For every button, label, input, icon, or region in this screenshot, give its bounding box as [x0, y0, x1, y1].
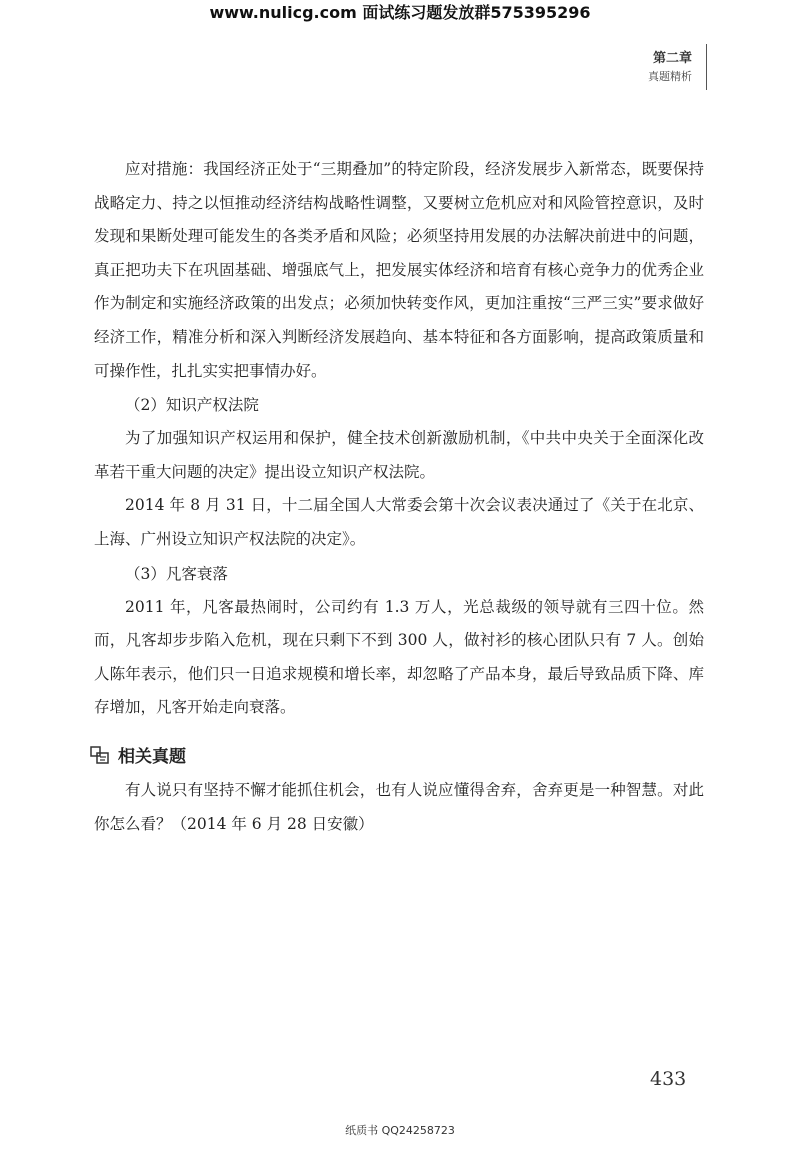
chapter-subtitle: 真题精析 [648, 70, 692, 83]
subheading-vancl: （3）凡客衰落 [125, 564, 228, 583]
header-divider [706, 44, 707, 90]
document-icon [90, 746, 110, 764]
section-heading [90, 742, 186, 767]
paragraph-ip-court-1: 为了加强知识产权运用和保护，健全技术创新激励机制，《中共中央关于全面深化改革若干重大问题的决定》提出设立知识产权法院。 [94, 429, 704, 481]
main-content [94, 153, 704, 725]
page-number: 433 [650, 1068, 687, 1090]
top-banner: www.nulicg.com 面试练习题发放群575395296 [209, 3, 591, 22]
chapter-header [648, 50, 692, 86]
paragraph-ip-court-2: 2014 年 8 月 31 日，十二届全国人大常委会第十次会议表决通过了《关于在北京、上海、广州设立知识产权法院的决定》。 [94, 496, 704, 548]
question-block [94, 774, 704, 841]
paragraph-measures: 应对措施：我国经济正处于“三期叠加”的特定阶段，经济发展步入新常态，既要保持战略定力、持之以恒推动经济结构战略性调整，又要树立危机应对和风险管控意识，及时发现和果断处理可能发生的各类矛盾和风险；必须坚持用发展的办法解决前进中的问题，真正把功夫下在巩固基础、增强底气上，把发展实体经济和培育有核心竞争力的优秀企业作为制定和实施经济政策的出发点；必须加快转变作风，更加注重按“三严三实”要求做好经济工作，精准分析和深入判断经济发展趋向、基本特征和各方面影响，提高政策质量和可操作性，扎扎实实把事情办好。 [94, 160, 704, 380]
section-title: 相关真题 [118, 747, 186, 767]
question-text: 有人说只有坚持不懈才能抓住机会，也有人说应懂得舍弃，舍弃更是一种智慧。对此你怎么看？（2014 年 6 月 28 日安徽） [94, 781, 704, 833]
footer-note: 纸质书 QQ24258723 [345, 1124, 455, 1137]
subheading-ip-court: （2）知识产权法院 [125, 396, 259, 415]
paragraph-vancl: 2011 年，凡客最热闹时，公司约有 1.3 万人，光总裁级的领导就有三四十位。然而，凡客却步步陷入危机，现在只剩下不到 300 人，做衬衫的核心团队只有 7 人。创始人陈年表示，他们只一日追求规模和增长率，却忽略了产品本身，最后导致品质下降、库存增加，凡客开始走向衰落。 [94, 597, 704, 717]
chapter-title: 第二章 [652, 51, 692, 66]
